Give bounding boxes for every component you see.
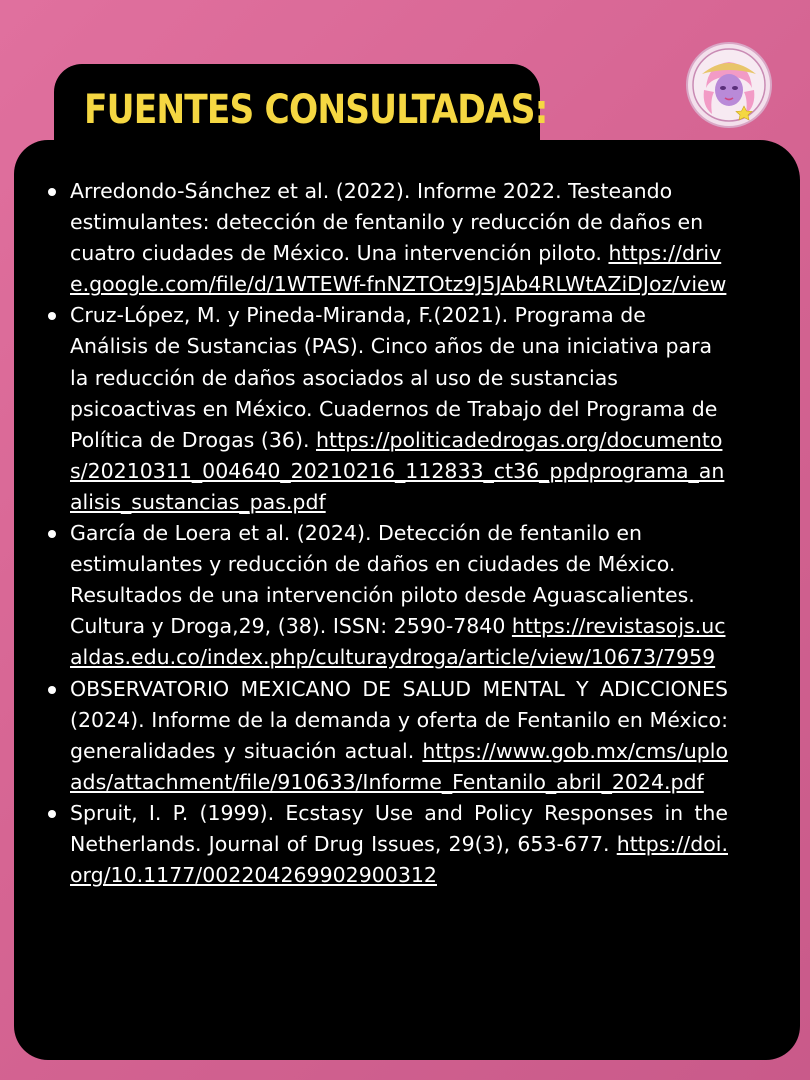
illustrated-character-logo-icon: [686, 42, 772, 128]
references-list: [46, 176, 728, 891]
list-item: [46, 176, 728, 300]
reference-text: Cruz-López, M. y Pineda-Miranda, F.(2021). Programa de Análisis de Sustancias (PAS). Cinco años de una iniciativa para la reducción de daños asociados al uso de sustancias psicoactivas en México. Cuadernos de Trabajo del Programa de Política de Drogas (36).: [70, 303, 718, 452]
reference-text: Arredondo-Sánchez et al. (2022). Informe 2022. Testeando estimulantes: detección de fentanilo y reducción de daños en cuatro ciudades de México. Una intervención piloto.: [70, 179, 704, 266]
reference-text: Spruit, I. P. (1999). Ecstasy Use and Policy Responses in the Netherlands. Journal of Drug Issues, 29(3), 653-677.: [70, 800, 728, 856]
list-item: [46, 798, 728, 891]
list-item: [46, 300, 728, 518]
page-title: FUENTES CONSULTADAS:: [84, 87, 548, 133]
list-item: [46, 674, 728, 798]
reference-link[interactable]: https://doi.org/10.1177/002204269902900312: [70, 831, 728, 888]
list-item: [46, 518, 728, 673]
reference-link[interactable]: https://politicadedrogas.org/documentos/20210311_004640_20210216_112833_ct36_ppdprograma_analisis_sustancias_pas.pdf: [70, 427, 725, 514]
reference-link[interactable]: https://revistasojs.ucaldas.edu.co/index.php/culturaydroga/article/view/10673/7959: [70, 614, 726, 670]
reference-text: OBSERVATORIO MEXICANO DE SALUD MENTAL Y ADICCIONES (2024). Informe de la demanda y oferta de Fentanilo en México: generalidades y situación actual.: [70, 676, 728, 763]
reference-link[interactable]: https://drive.google.com/file/d/1WTEWf-fnNZTOtz9J5JAb4RLWtAZiDJoz/view: [70, 241, 727, 297]
reference-link[interactable]: https://www.gob.mx/cms/uploads/attachment/file/910633/Informe_Fentanilo_abril_2024.pdf: [70, 738, 728, 794]
reference-text: García de Loera et al. (2024). Detección de fentanilo en estimulantes y reducción de daños en ciudades de México. Resultados de una intervención piloto desde Aguascalientes. Cultura y Droga,29, (38). ISSN: 2590-7840: [70, 521, 695, 639]
